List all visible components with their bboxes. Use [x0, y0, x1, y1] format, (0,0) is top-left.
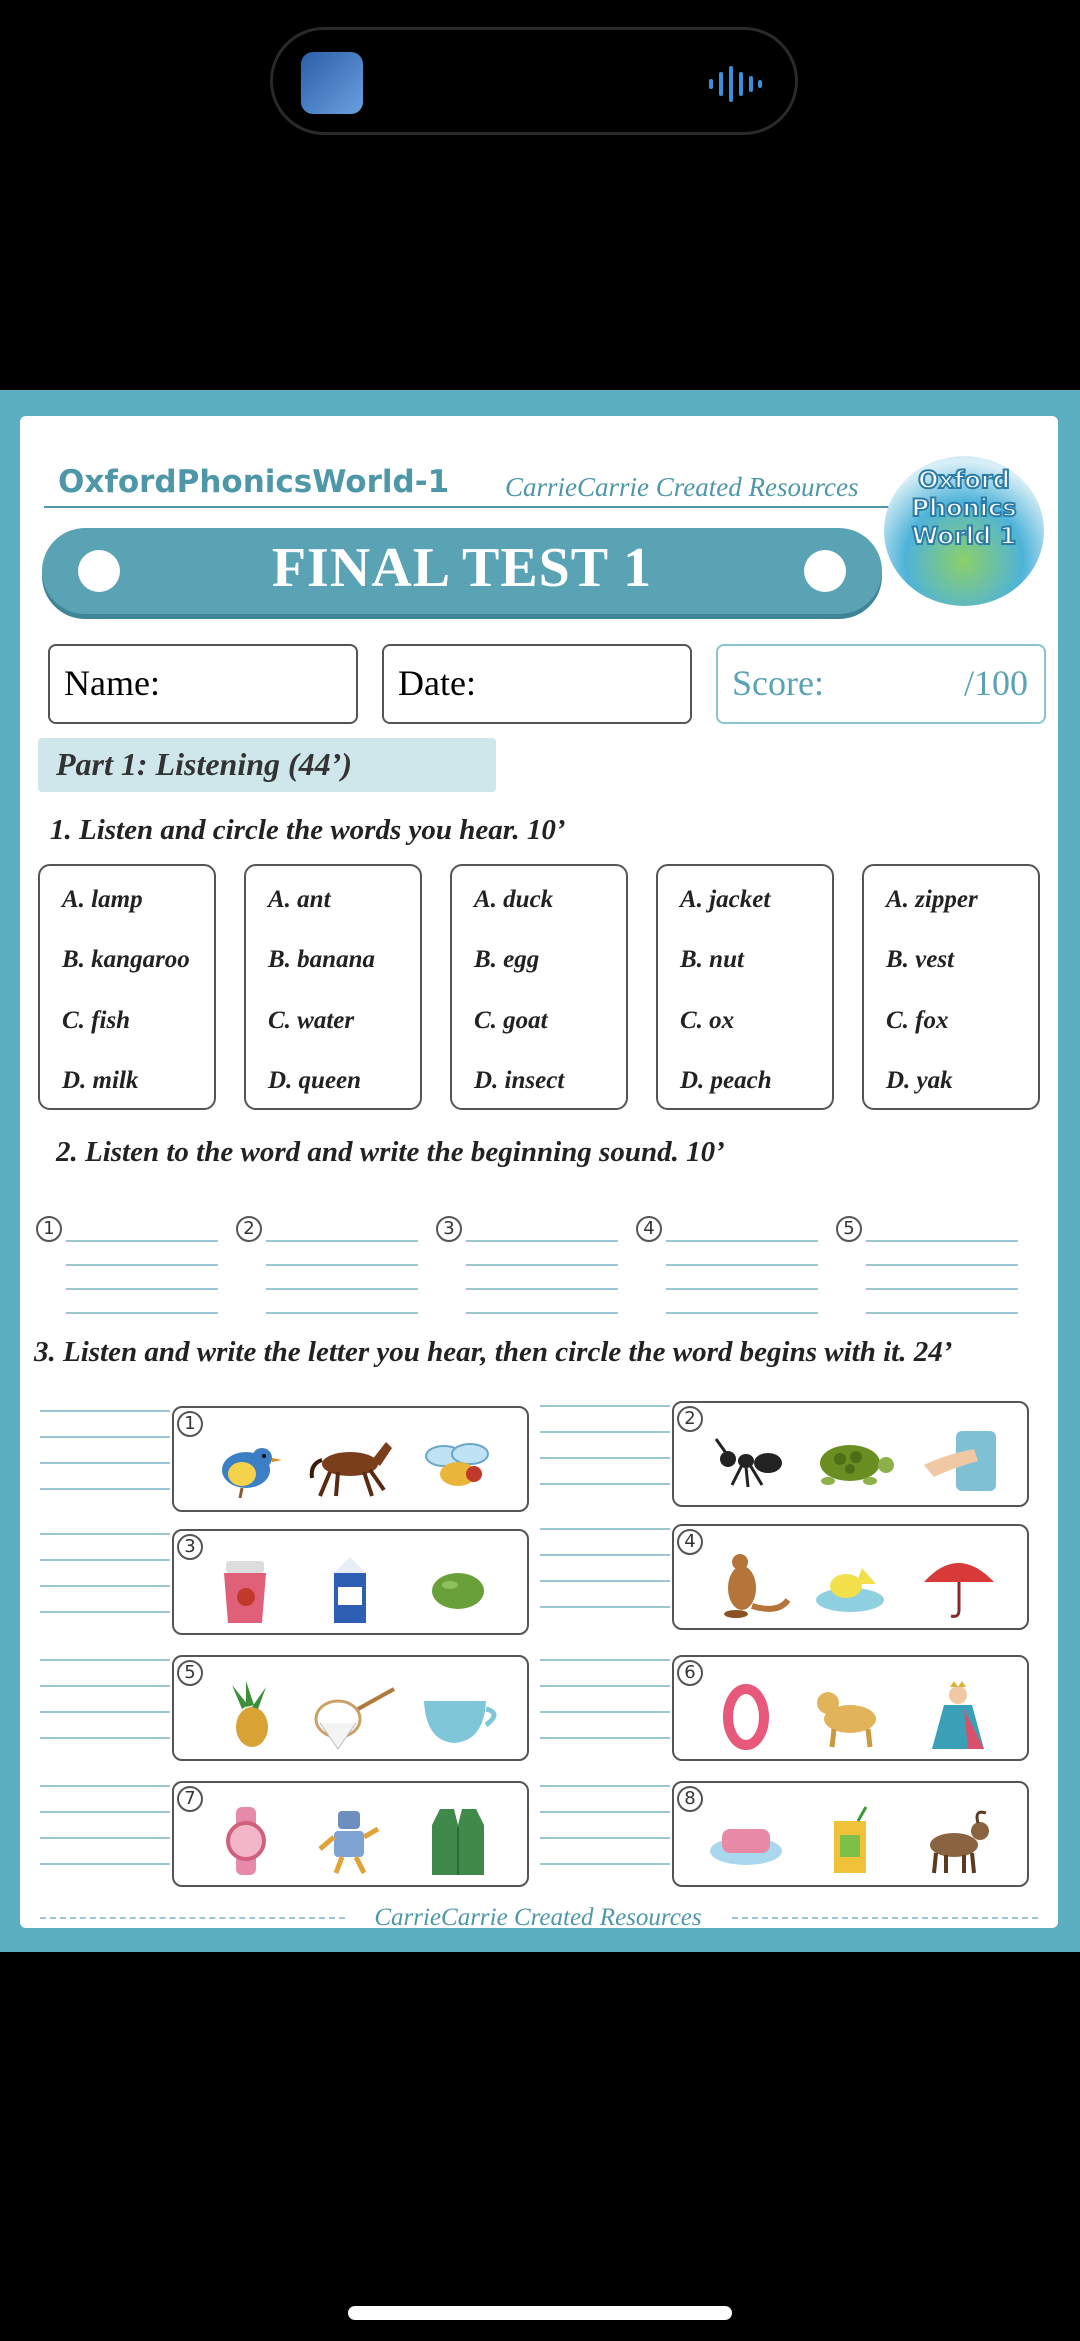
milk-carton-icon[interactable] — [306, 1553, 396, 1625]
dynamic-island[interactable] — [270, 27, 798, 135]
beginning-sound-item — [36, 1216, 226, 1316]
score-total: /100 — [963, 663, 1028, 703]
item-number-badge: 7 — [177, 1786, 203, 1812]
guide-line — [866, 1264, 1018, 1266]
choice-option[interactable]: A. zipper — [886, 886, 978, 913]
choice-option[interactable]: D. queen — [268, 1067, 362, 1094]
letter-o-icon[interactable] — [702, 1679, 792, 1751]
title-banner — [42, 528, 882, 614]
beginning-sound-item — [436, 1216, 626, 1316]
worksheet-page — [20, 416, 1058, 1931]
page-title: FINAL TEST 1 — [271, 537, 653, 599]
item-number-badge: 8 — [677, 1786, 703, 1812]
item-number-badge: 2 — [677, 1406, 703, 1432]
picture-item-4 — [672, 1524, 1029, 1630]
choice-group-1 — [38, 864, 216, 1110]
item-number-badge: 3 — [436, 1216, 462, 1242]
name-field[interactable]: Name: — [48, 644, 358, 724]
horse-icon[interactable] — [306, 1430, 396, 1502]
choice-option[interactable]: C. water — [268, 1007, 355, 1034]
item-number-badge: 2 — [236, 1216, 262, 1242]
choice-option[interactable]: D. peach — [680, 1067, 772, 1094]
question-2-prompt: 2. Listen to the word and write the beginning sound. 10’ — [56, 1136, 725, 1168]
fly-icon[interactable] — [414, 1430, 504, 1502]
juice-box-icon[interactable] — [806, 1805, 896, 1877]
choice-option[interactable]: A. jacket — [680, 886, 771, 913]
guide-line — [266, 1288, 418, 1290]
net-icon[interactable] — [306, 1679, 396, 1751]
footer-credit: CarrieCarrie Created Resources — [374, 1904, 702, 1931]
goat-icon[interactable] — [914, 1805, 1004, 1877]
letter-writing-lines[interactable] — [40, 1655, 170, 1759]
choice-option[interactable]: B. vest — [886, 946, 955, 973]
cup-icon[interactable] — [414, 1679, 504, 1751]
picture-item-8 — [672, 1781, 1029, 1887]
item-number-badge: 1 — [36, 1216, 62, 1242]
guide-line — [666, 1264, 818, 1266]
ant-icon[interactable] — [702, 1425, 792, 1497]
item-number-badge: 4 — [636, 1216, 662, 1242]
item-number-badge: 5 — [177, 1660, 203, 1686]
letter-writing-lines[interactable] — [540, 1655, 670, 1759]
watch-icon[interactable] — [202, 1805, 292, 1877]
choice-option[interactable]: C. goat — [474, 1007, 548, 1034]
umbrella-icon[interactable] — [914, 1548, 1004, 1620]
score-field[interactable] — [716, 644, 1046, 724]
item-number-badge: 1 — [177, 1411, 203, 1437]
robot-icon[interactable] — [306, 1805, 396, 1877]
answer-line[interactable] — [866, 1240, 1018, 1242]
choice-option[interactable]: A. ant — [268, 886, 331, 913]
choice-option[interactable]: B. banana — [268, 946, 375, 973]
item-number-badge: 5 — [836, 1216, 862, 1242]
choice-option[interactable]: C. fish — [62, 1007, 131, 1034]
score-label: Score: — [732, 663, 824, 703]
choice-option[interactable]: C. ox — [680, 1007, 735, 1034]
answer-line[interactable] — [66, 1240, 218, 1242]
audio-waveform-icon — [705, 64, 765, 104]
choice-group-5 — [862, 864, 1040, 1110]
pineapple-icon[interactable] — [202, 1679, 292, 1751]
guide-line — [466, 1264, 618, 1266]
lemon-icon[interactable] — [806, 1548, 896, 1620]
beginning-sound-item — [236, 1216, 426, 1316]
choice-option[interactable]: C. fox — [886, 1007, 949, 1034]
turtle-icon[interactable] — [806, 1425, 896, 1497]
guide-line — [666, 1312, 818, 1314]
guide-line — [666, 1288, 818, 1290]
letter-writing-lines[interactable] — [540, 1524, 670, 1628]
section-heading-listening: Part 1: Listening (44’) — [38, 738, 496, 792]
choice-option[interactable]: D. milk — [62, 1067, 139, 1094]
picture-item-2 — [672, 1401, 1029, 1507]
banner-dot-right — [804, 550, 846, 592]
picture-item-5 — [172, 1655, 529, 1761]
guide-line — [466, 1288, 618, 1290]
choice-group-4 — [656, 864, 834, 1110]
choice-group-3 — [450, 864, 628, 1110]
olive-icon[interactable] — [414, 1553, 504, 1625]
arm-icon[interactable] — [914, 1425, 1004, 1497]
picture-item-3 — [172, 1529, 529, 1635]
series-title: OxfordPhonicsWorld-1 — [58, 464, 450, 500]
guide-line — [866, 1312, 1018, 1314]
letter-writing-lines[interactable] — [540, 1401, 670, 1505]
guide-line — [66, 1312, 218, 1314]
guide-line — [66, 1288, 218, 1290]
credit-line: CarrieCarrie Created Resources — [505, 472, 859, 502]
choice-option[interactable]: A. duck — [474, 886, 554, 913]
letter-writing-lines[interactable] — [40, 1781, 170, 1885]
answer-line[interactable] — [666, 1240, 818, 1242]
kangaroo-icon[interactable] — [702, 1548, 792, 1620]
dog-icon[interactable] — [806, 1679, 896, 1751]
home-indicator[interactable] — [348, 2306, 732, 2320]
guide-line — [866, 1288, 1018, 1290]
guide-line — [466, 1312, 618, 1314]
choice-option[interactable]: A. lamp — [62, 886, 143, 913]
worksheet-frame — [0, 390, 1080, 1952]
app-thumbnail-icon[interactable] — [301, 52, 363, 114]
letter-writing-lines[interactable] — [40, 1529, 170, 1633]
picture-item-1 — [172, 1406, 529, 1512]
choice-option[interactable]: B. egg — [474, 946, 540, 973]
vest-icon[interactable] — [414, 1805, 504, 1877]
item-number-badge: 3 — [177, 1534, 203, 1560]
guide-line — [266, 1264, 418, 1266]
letter-writing-lines[interactable] — [540, 1781, 670, 1885]
guide-line — [66, 1264, 218, 1266]
item-number-badge: 6 — [677, 1660, 703, 1686]
choice-option[interactable]: B. kangaroo — [62, 946, 190, 973]
header-divider — [44, 506, 894, 508]
date-field[interactable]: Date: — [382, 644, 692, 724]
oxford-phonics-world-logo: Oxford Phonics World 1 — [884, 456, 1044, 606]
question-1-prompt: 1. Listen and circle the words you hear. 10’ — [50, 814, 566, 846]
picture-item-7 — [172, 1781, 529, 1887]
choice-option[interactable]: B. nut — [680, 946, 744, 973]
jam-jar-icon[interactable] — [202, 1553, 292, 1625]
answer-line[interactable] — [466, 1240, 618, 1242]
question-3-prompt: 3. Listen and write the letter you hear, then circle the word begins with it. 24’ — [34, 1336, 953, 1368]
answer-line[interactable] — [266, 1240, 418, 1242]
beginning-sound-item — [636, 1216, 826, 1316]
bird-icon[interactable] — [202, 1430, 292, 1502]
soap-icon[interactable] — [702, 1805, 792, 1877]
item-number-badge: 4 — [677, 1529, 703, 1555]
choice-option[interactable]: D. yak — [886, 1067, 953, 1094]
beginning-sound-item — [836, 1216, 1026, 1316]
picture-item-6 — [672, 1655, 1029, 1761]
letter-writing-lines[interactable] — [40, 1406, 170, 1510]
choice-group-2 — [244, 864, 422, 1110]
queen-icon[interactable] — [914, 1679, 1004, 1751]
guide-line — [266, 1312, 418, 1314]
choice-option[interactable]: D. insect — [474, 1067, 565, 1094]
